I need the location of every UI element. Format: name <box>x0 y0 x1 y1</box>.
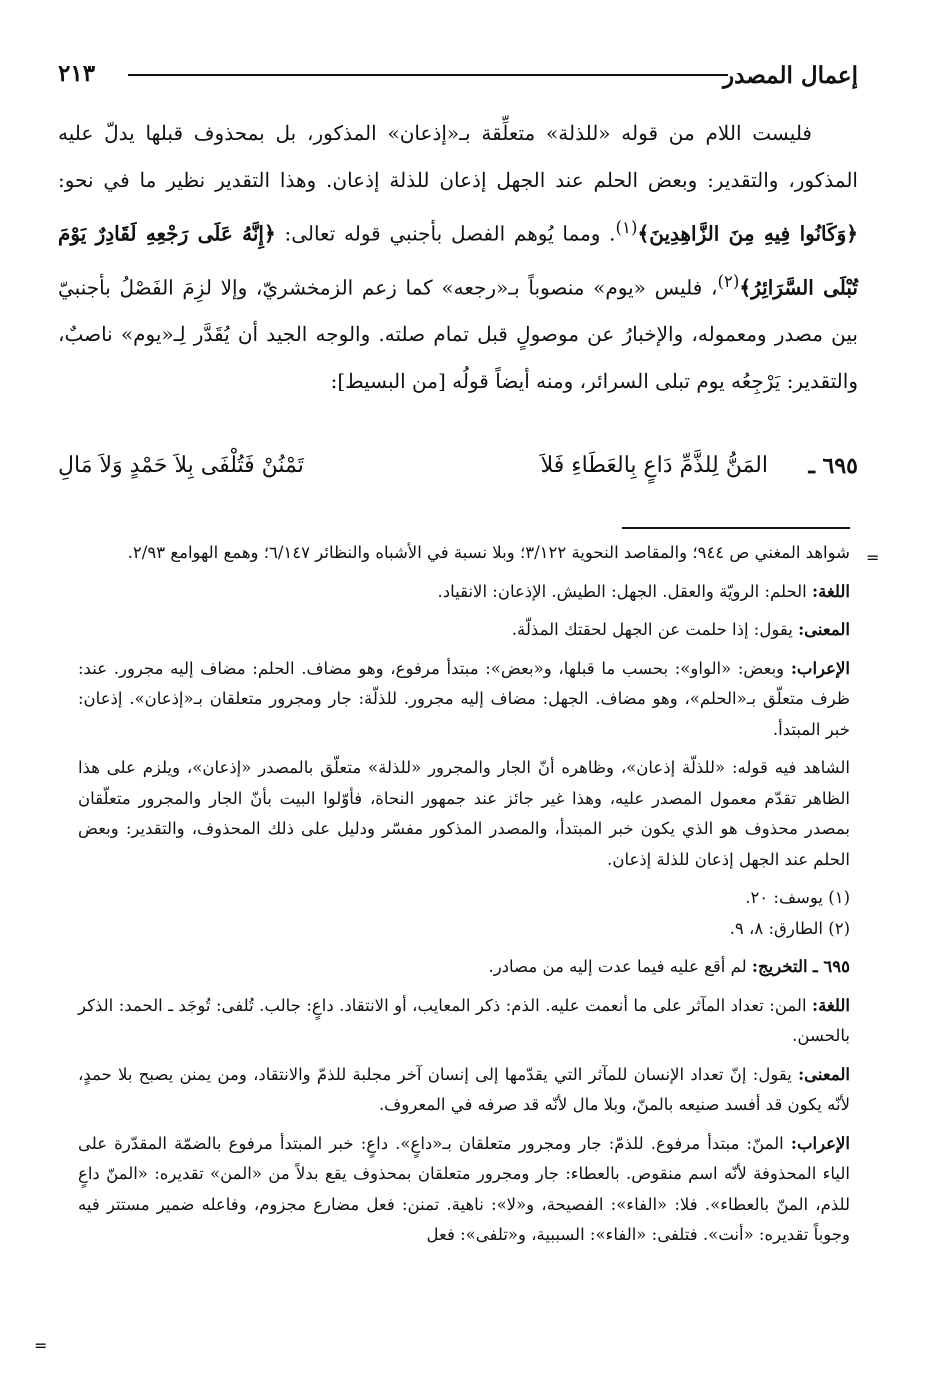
footnote-shahid <box>78 753 850 875</box>
lugha-label: اللغة: <box>812 995 851 1015</box>
continuation-mark: = <box>866 548 880 567</box>
takhrij-text: لم أقع عليه فيما عدت إليه من مصادر. <box>488 957 747 976</box>
irab-label: الإعراب: <box>790 658 850 678</box>
footnote-lugha <box>78 577 850 608</box>
footnote-lugha <box>78 991 850 1052</box>
lugha-text: الحلم: الرويّة والعقل. الجهل: الطيش. الإذعان: الانقياد. <box>437 581 807 601</box>
footnote-irab <box>78 654 850 746</box>
paragraph-text: . ومما يُوهم الفصل بأجنبي قوله تعالى: <box>284 221 616 246</box>
takhrij-label: التخريج: <box>751 957 808 976</box>
footnote-ref-2: (٢) الطارق: ٨، ٩. <box>729 918 850 938</box>
irab-text: المنّ: مبتدأ مرفوع. للذمّ: جار ومجرور متعلقان بـ«داعٍ». داعٍ: خبر المبتدأ مرفوع بالضمّة المقدّرة على الياء المحذوفة لأنّه اسم منقوص. بالعطاء: جار ومجرور متعلقان بمحذوف يقع بدلاً من «المن» تقديره: «المنّ داعٍ للذم، المنّ بالعطاء». فلا: «الفاء»: الفصيحة، و«لا»: ناهية. تمنن: فعل مضارع مجزوم، وفاعله ضمير مستتر فيه وجوباً تقديره: «أنت». فتلفى: «الفاء»: السببية، و«تلفى»: فعل <box>78 1133 850 1244</box>
footnote-separator <box>622 527 850 529</box>
footnote-ref-1: (١) يوسف: ٢٠. <box>745 888 850 907</box>
footnote-irab <box>78 1129 850 1251</box>
takhrij-number: ٦٩٥ ـ <box>812 957 850 976</box>
chapter-title: إعمال المصدر <box>723 62 858 89</box>
quran-quote: ﴿وَكَانُوا فِيهِ مِنَ الزَّاهِدِينَ﴾ <box>637 221 859 246</box>
continuation-mark: = <box>34 1336 48 1355</box>
irab-text: وبعض: «الواو»: بحسب ما قبلها، و«بعض»: مبتدأ مرفوع، وهو مضاف. الحلم: مضاف إليه مجرور. عند: ظرف متعلّق بـ«الحلم»، وهو مضاف. الجهل: مضاف إليه مجرور. للذلّة: جار ومجرور متعلقان بـ«إذعان». إذعان: خبر المبتدأ. <box>78 658 850 739</box>
paragraph-text: فليست اللام من قوله «للذلة» متعلِّقة بـ«إذعان» المذكور، بل بمحذوف قبلها يدلّ عليه المذكور، والتقدير: وبعض الحلم عند الجهل إذعان للذلة إذعان. وهذا التقدير نظير ما في نحو: <box>58 121 858 192</box>
lugha-text: المن: تعداد المآثر على ما أنعمت عليه. الذم: ذكر المعايب، أو الانتقاد. داعٍ: جالب. تُلفى: تُوجَد ـ الحمد: الذكر بالحسن. <box>78 995 850 1045</box>
footnote-mana <box>78 1060 850 1121</box>
mana-label: المعنى: <box>798 1064 851 1084</box>
quran-quote: ﴿إِنَّهُ عَلَى رَجْعِهِ لَقَادِرٌ يَوْمَ تُبْلَى السَّرَائِرُ﴾ <box>58 221 859 300</box>
irab-label: الإعراب: <box>790 1133 851 1153</box>
shahid-label: الشاهد فيه <box>774 758 850 777</box>
footnote-ref: (٢) <box>717 271 740 291</box>
mana-text: يقول: إذا حلمت عن الجهل لحقتك المذلّة. <box>511 620 793 639</box>
verse-first-hemistich: المَنُّ لِلذَّمِّ دَاعٍ بِالعَطَاءِ فَلاَ <box>540 453 768 478</box>
page-number: ٢١٣ <box>58 60 96 87</box>
footnote-takhrij <box>78 952 850 983</box>
verse-number: ٦٩٥ ـ <box>808 453 858 479</box>
verse-second-hemistich: تَمْنُنْ فَتُلْفَى بِلاَ حَمْدٍ وَلاَ مَالِ <box>58 453 304 478</box>
main-paragraph <box>58 110 858 405</box>
footnote-ref: (١) <box>615 218 638 237</box>
header-rule <box>128 74 728 76</box>
footnote-mana <box>78 615 850 646</box>
lugha-label: اللغة: <box>812 581 850 601</box>
mana-label: المعنى: <box>798 620 850 639</box>
paragraph-text: ، فليس «يوم» منصوباً بـ«رجعه» كما زعم الزمخشريّ، وإلا لزِمَ الفَصْلُ بأجنبيّ بين مصدر ومعموله، والإخبارُ عن موصولٍ قبل تمام صلته. والوجه الجيد أن يُقَدَّر لِـ«يوم» ناصبٌ، والتقدير: يَرْجِعُه يوم تبلى السرائر، ومنه أيضاً قولُه [من البسيط]: <box>58 275 858 394</box>
running-header <box>58 58 858 98</box>
footnotes <box>78 538 850 1259</box>
shahid-text: قوله: «للذلّة إذعان»، وظاهره أنّ الجار والمجرور «للذلة» متعلّق بالمصدر «إذعان»، ويلزم على هذا الظاهر تقدّم معمول المصدر عليه، وهذا غير جائز عند جمهور النحاة، فأوّلوا البيت بأنّ الجار والمجرور متعلّقان بمصدر محذوف هو الذي يكون خبر المبتدأ، والمصدر المذكور مفسّر ودليل على ذلك المحذوف، والتقدير: وبعض الحلم عند الجهل إذعان للذلة إذعان. <box>78 758 850 869</box>
mana-text: يقول: إنّ تعداد الإنسان للمآثر التي يقدّمها إلى إنسان آخر مجلبة للذمّ والانتقاد، ومن يمنن يصبح بلا حمدٍ، لأنّه يكون قد أفسد صنيعه بالمنّ، وبلا مال لأنّه قد صرفه في المعروف. <box>78 1064 850 1114</box>
footnote-sources: شواهد المغني ص ٩٤٤؛ والمقاصد النحوية ٣/١٢٢؛ وبلا نسبة في الأشباه والنظائر ٦/١٤٧؛ وهمع الهوامع ٢/٩٣. <box>127 543 850 562</box>
main-text <box>58 110 858 405</box>
poetry-verse <box>58 447 858 489</box>
